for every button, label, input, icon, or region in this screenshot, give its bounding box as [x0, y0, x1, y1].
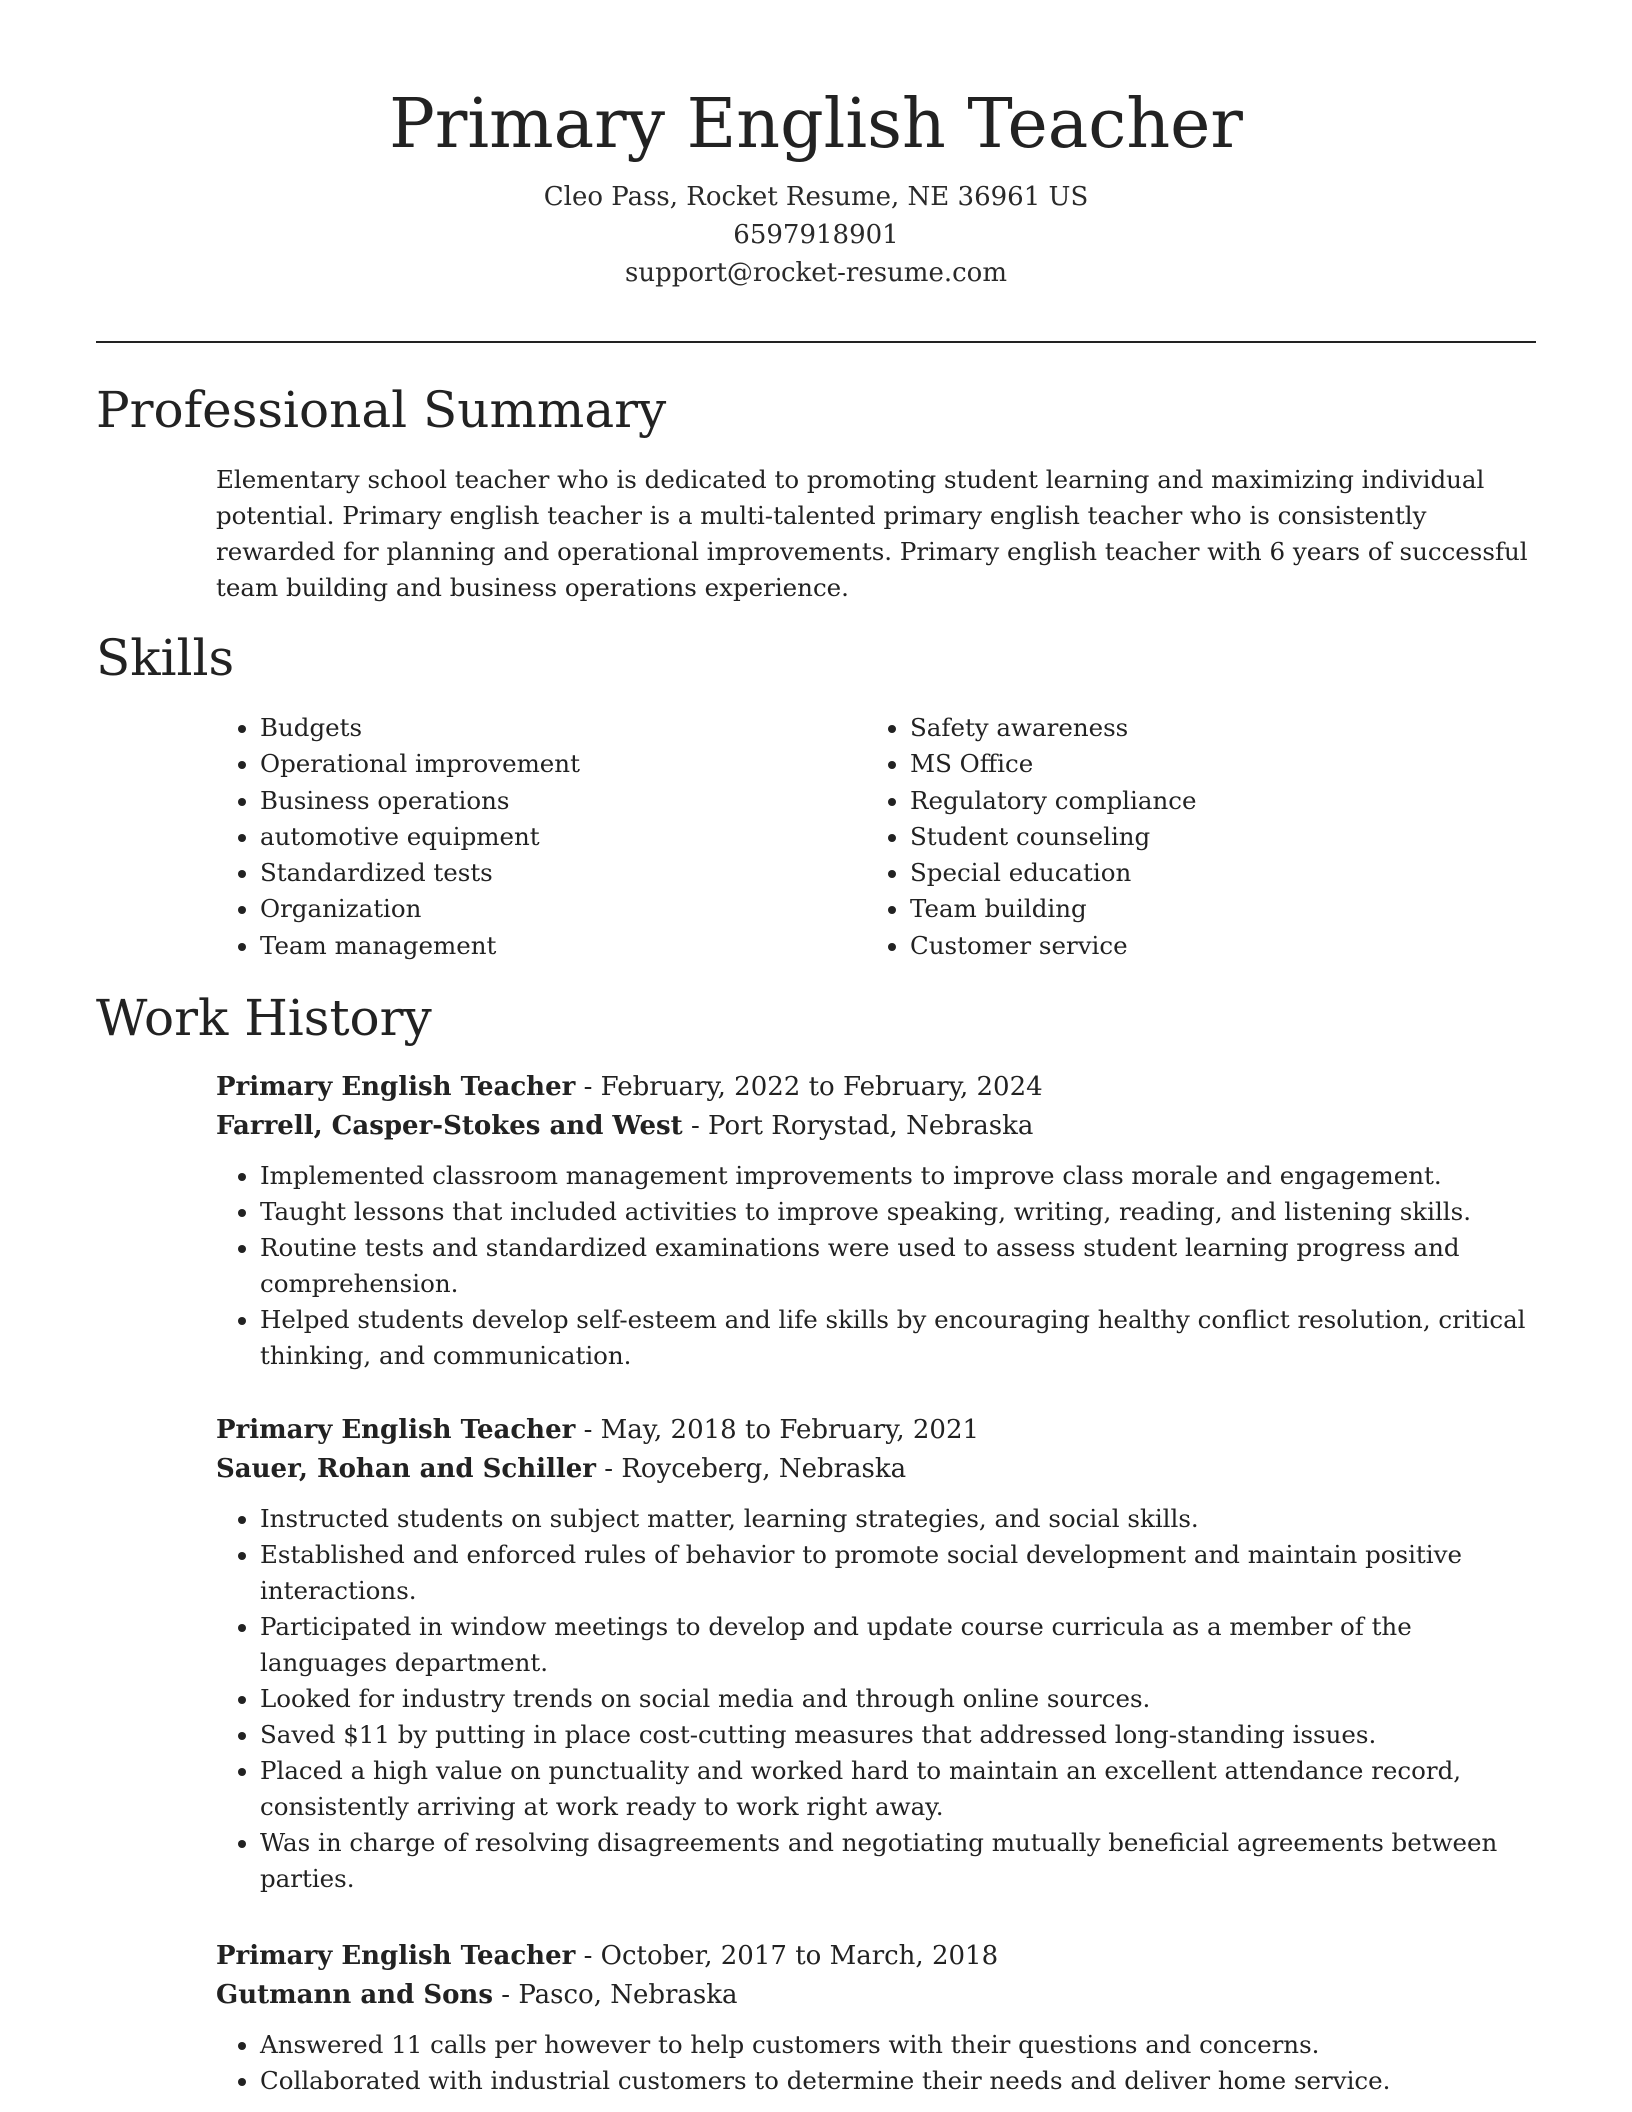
contact-email: support@rocket-resume.com — [624, 258, 1007, 288]
job-title-line: Primary English Teacher - October, 2017 to March, 2018 — [216, 1941, 999, 1971]
contact-address: Cleo Pass, Rocket Resume, NE 36961 US — [543, 182, 1089, 212]
header-divider — [96, 341, 1536, 343]
skill-item: • Regulatory compliance — [910, 783, 1196, 819]
job-role: Primary English Teacher — [216, 1072, 576, 1102]
candidate-name: Primary English Teacher — [389, 85, 1243, 164]
duty-item: • Answered 11 calls per however to help customers with their questions and concerns. — [260, 2027, 1546, 2063]
duty-item: • Routine tests and standardized examinations were used to assess student learning progress and comprehension. — [260, 1230, 1546, 1302]
job-dates: May, 2018 to February, 2021 — [600, 1415, 980, 1445]
job-location: Pasco, Nebraska — [518, 1980, 738, 2010]
summary-heading: Professional Summary — [96, 381, 667, 439]
job-dates: February, 2022 to February, 2024 — [600, 1072, 1043, 1102]
work-history-heading: Work History — [96, 989, 432, 1047]
skill-item: • Budgets — [260, 710, 580, 746]
job-location: Royceberg, Nebraska — [621, 1454, 907, 1484]
duty-item: • Established and enforced rules of behavior to promote social development and maintain positive interactions. — [260, 1537, 1546, 1609]
duty-item: • Helped students develop self-esteem and life skills by encouraging healthy conflict resolution, critical thinking, and communication. — [260, 1302, 1546, 1374]
duty-item: • Looked for industry trends on social media and through online sources. — [260, 1681, 1546, 1717]
duty-item: • Placed a high value on punctuality and worked hard to maintain an excellent attendance record, consistently arriving at work ready to work right away. — [260, 1753, 1546, 1825]
skill-item: • Safety awareness — [910, 710, 1196, 746]
job-location: Port Rorystad, Nebraska — [708, 1111, 1034, 1141]
skills-column-right — [866, 710, 1196, 964]
skills-heading: Skills — [96, 629, 235, 687]
job-role: Primary English Teacher — [216, 1415, 576, 1445]
skill-item: • Operational improvement — [260, 746, 580, 782]
job-duties — [216, 2027, 1546, 2099]
resume-header — [0, 0, 1632, 292]
contact-phone: 6597918901 — [733, 220, 899, 250]
job-entry — [216, 1068, 1546, 1374]
skills-column-left — [216, 710, 580, 964]
job-company-line: Farrell, Casper-Stokes and West - Port Rorystad, Nebraska — [216, 1111, 1034, 1141]
skill-item: • Customer service — [910, 928, 1196, 964]
duty-item: • Participated in window meetings to develop and update course curricula as a member of the languages department. — [260, 1609, 1546, 1681]
duty-item: • Saved $11 by putting in place cost-cutting measures that addressed long-standing issues. — [260, 1717, 1546, 1753]
duty-item: • Instructed students on subject matter, learning strategies, and social skills. — [260, 1501, 1546, 1537]
skill-item: • Team management — [260, 928, 580, 964]
duty-item: • Collaborated with industrial customers to determine their needs and deliver home service. — [260, 2063, 1546, 2099]
job-company-line: Gutmann and Sons - Pasco, Nebraska — [216, 1980, 738, 2010]
contact-block — [0, 178, 1632, 292]
duty-item: • Implemented classroom management improvements to improve class morale and engagement. — [260, 1158, 1546, 1194]
job-company-line: Sauer, Rohan and Schiller - Royceberg, Nebraska — [216, 1454, 907, 1484]
skill-item: • Business operations — [260, 783, 580, 819]
job-title-line: Primary English Teacher - February, 2022 to February, 2024 — [216, 1072, 1043, 1102]
job-dates: October, 2017 to March, 2018 — [600, 1941, 999, 1971]
skill-item: • Standardized tests — [260, 855, 580, 891]
job-company: Sauer, Rohan and Schiller — [216, 1454, 596, 1484]
job-entry — [216, 1411, 1546, 1897]
duty-item: • Was in charge of resolving disagreements and negotiating mutually beneficial agreements between parties. — [260, 1825, 1546, 1897]
job-entry — [216, 1937, 1546, 2099]
duty-item: • Taught lessons that included activities to improve speaking, writing, reading, and listening skills. — [260, 1194, 1546, 1230]
skill-item: • Special education — [910, 855, 1196, 891]
skill-item: • Student counseling — [910, 819, 1196, 855]
job-company: Farrell, Casper-Stokes and West — [216, 1111, 683, 1141]
job-company: Gutmann and Sons — [216, 1980, 493, 2010]
job-title-line: Primary English Teacher - May, 2018 to February, 2021 — [216, 1415, 980, 1445]
job-duties — [216, 1501, 1546, 1897]
skill-item: • MS Office — [910, 746, 1196, 782]
skill-item: • Team building — [910, 891, 1196, 927]
skill-item: • Organization — [260, 891, 580, 927]
skill-item: • automotive equipment — [260, 819, 580, 855]
job-duties — [216, 1158, 1546, 1374]
summary-text: Elementary school teacher who is dedicated to promoting student learning and maximizing individual potential. Primary english teacher is a multi-talented primary english teacher who is consistently rewarded for planning and operational improvements. Primary english teacher with 6 years of successful team building and business operations experience. — [216, 465, 1528, 602]
job-role: Primary English Teacher — [216, 1941, 576, 1971]
